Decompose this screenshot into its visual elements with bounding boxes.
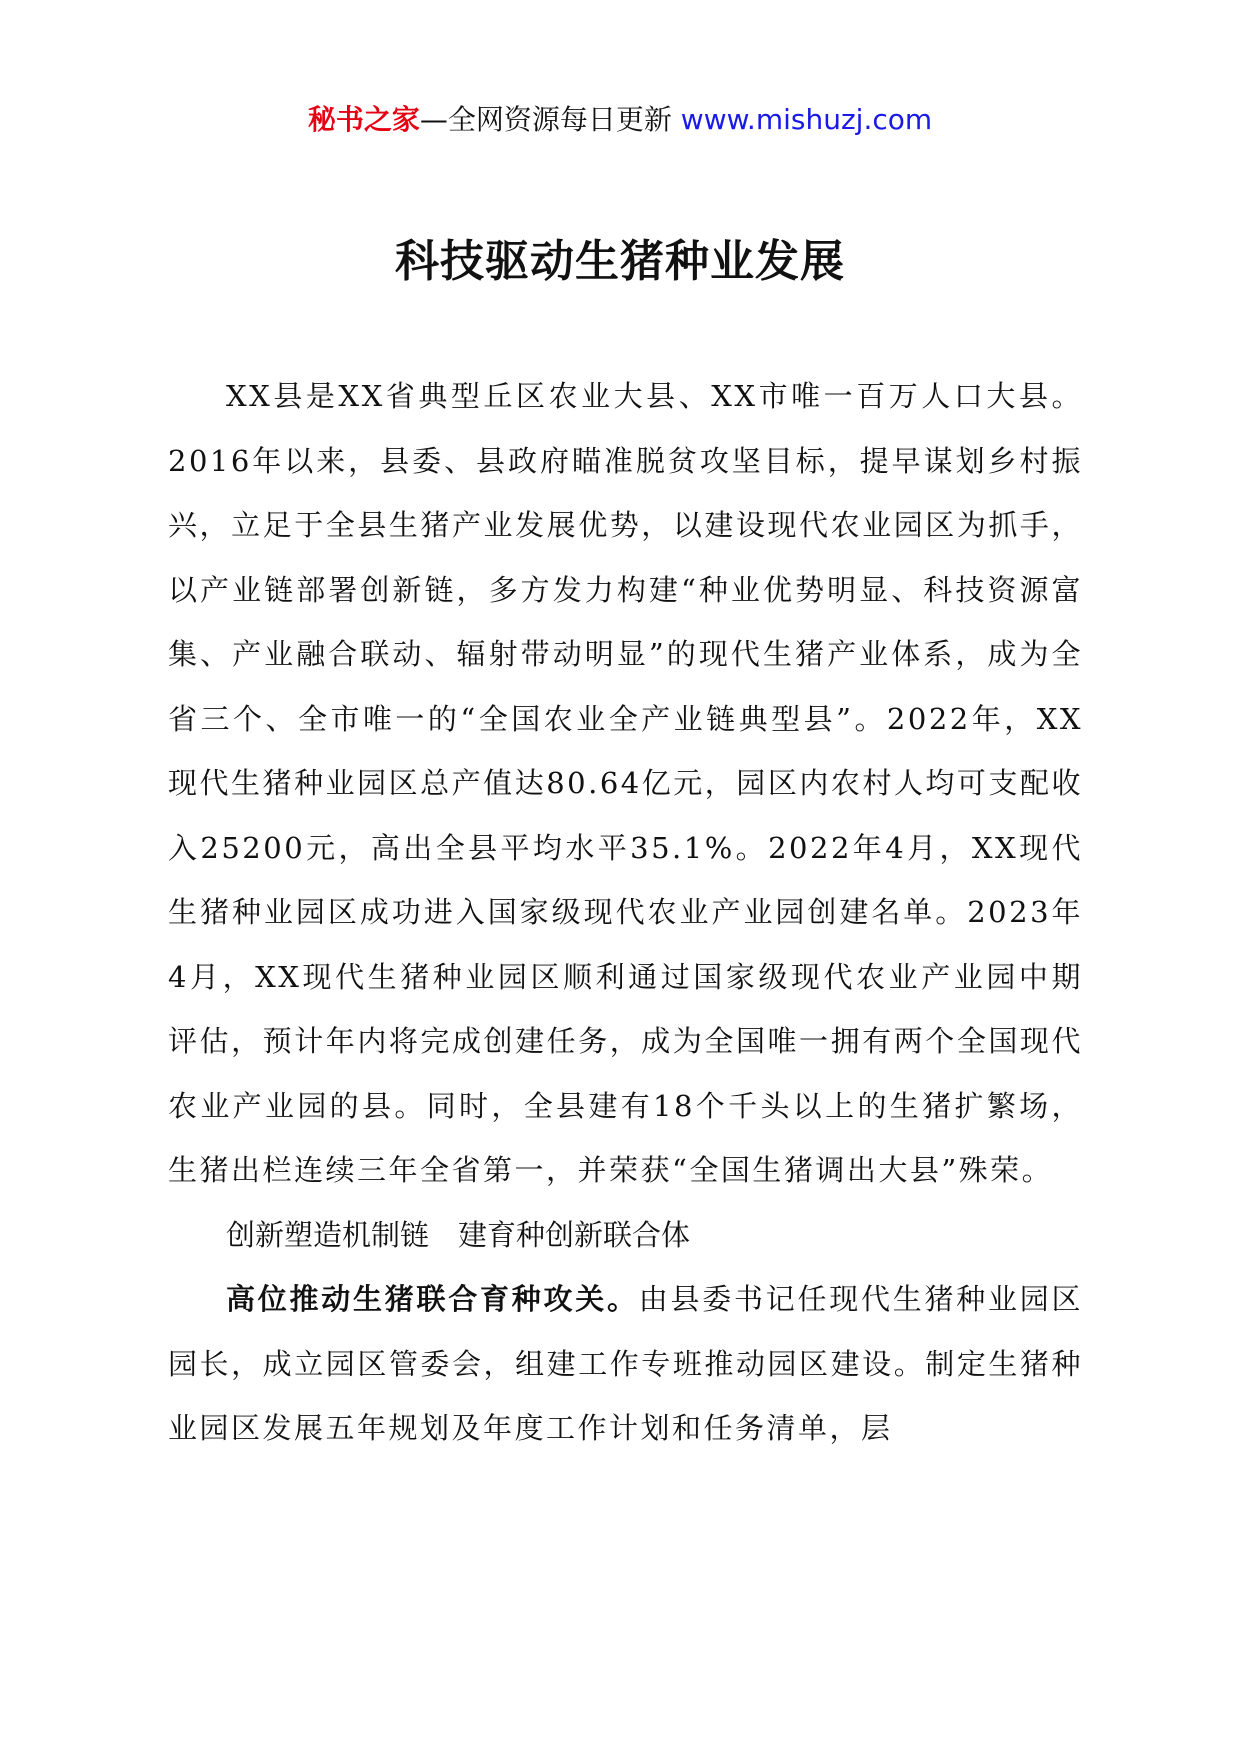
paragraph-intro: XX县是XX省典型丘区农业大县、XX市唯一百万人口大县。2016年以来，县委、县政府瞄准脱贫攻坚目标，提早谋划乡村振兴，立足于全县生猪产业发展优势，以建设现代农业园区为抓手，以产业链部署创新链，多方发力构建“种业优势明显、科技资源富集、产业融合联动、辐射带动明显”的现代生猪产业体系，成为全省三个、全市唯一的“全国农业全产业链典型县”。2022年，XX现代生猪种业园区总产值达80.64亿元，园区内农村人均可支配收入25200元，高出全县平均水平35.1%。2022年4月，XX现代生猪种业园区成功进入国家级现代农业产业园创建名单。2023年4月，XX现代生猪种业园区顺利通过国家级现代农业产业园中期评估，预计年内将完成创建任务，成为全国唯一拥有两个全国现代农业产业园的县。同时，全县建有18个千头以上的生猪扩繁场，生猪出栏连续三年全省第一，并荣获“全国生猪调出大县”殊荣。: [168, 379, 1083, 1187]
document-body: [168, 364, 1083, 1461]
paragraph-body-text: 由县委书记任现代生猪种业园区园长，成立园区管委会，组建工作专班推动园区建设。制定生猪种业园区发展五年规划及年度工作计划和任务清单，层: [168, 1282, 1083, 1445]
paragraph-lead-sentence: 高位推动生猪联合育种攻关。: [226, 1282, 639, 1316]
site-tagline: —全网资源每日更新: [419, 103, 672, 136]
paragraph-leadership: [168, 1267, 1083, 1461]
section-heading: 创新塑造机制链 建育种创新联合体: [226, 1217, 691, 1252]
site-header: [0, 100, 1240, 140]
site-url-link[interactable]: www.mishuzj.com: [680, 103, 933, 136]
document-title: 科技驱动生猪种业发展: [395, 236, 845, 287]
site-brand: 秘书之家: [307, 103, 420, 136]
